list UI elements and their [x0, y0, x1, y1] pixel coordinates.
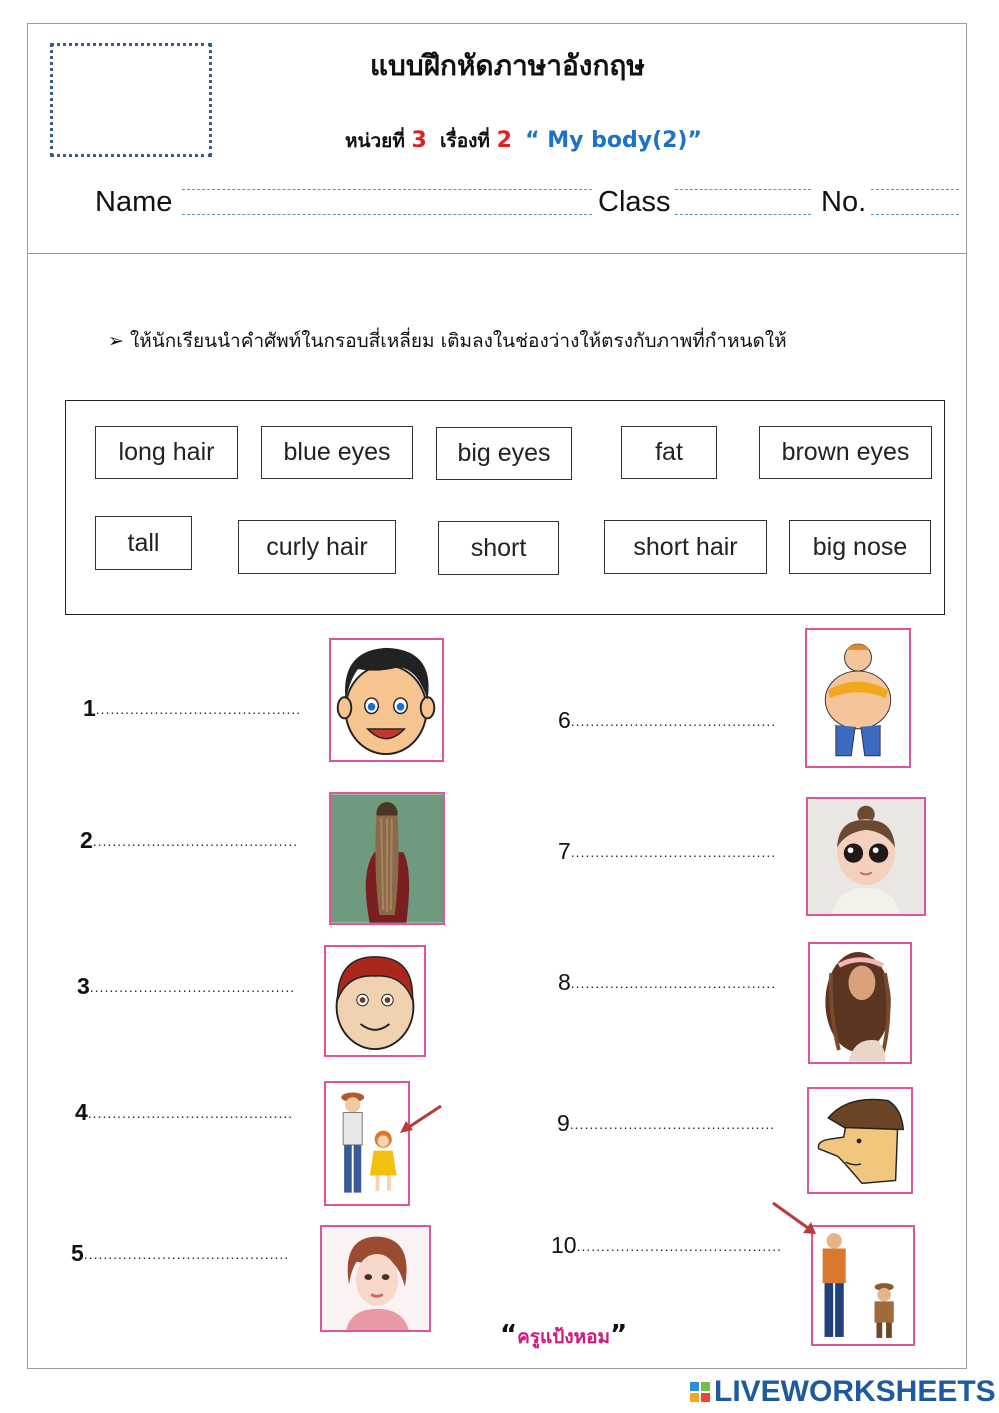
- question-number: 1: [83, 695, 96, 721]
- picture-9-big-nose: [807, 1087, 913, 1194]
- answer-blank[interactable]: ..........................................: [570, 975, 777, 991]
- lesson-number: 2: [496, 128, 512, 153]
- question-number: 8: [558, 969, 571, 995]
- picture-7-big-eyes: [806, 797, 926, 916]
- question-number: 9: [557, 1110, 570, 1136]
- arrow-pointer-icon: [398, 1103, 444, 1135]
- header-divider: [27, 253, 967, 254]
- question-8[interactable]: [558, 969, 776, 996]
- answer-blank[interactable]: ..........................................: [569, 1116, 776, 1132]
- question-number: 2: [80, 827, 93, 853]
- question-number: 6: [558, 707, 571, 733]
- question-9[interactable]: [557, 1110, 775, 1137]
- teacher-credit: [500, 1320, 627, 1352]
- liveworksheets-logo-icon: [690, 1382, 710, 1402]
- word-blue-eyes[interactable]: blue eyes: [261, 426, 413, 479]
- picture-10-tall-and-short: [811, 1225, 915, 1346]
- word-fat[interactable]: fat: [621, 426, 717, 479]
- lesson-subtitle: [345, 126, 702, 156]
- answer-blank[interactable]: ..........................................: [576, 1238, 782, 1254]
- question-3[interactable]: [77, 973, 295, 1000]
- unit-number: 3: [411, 128, 427, 153]
- number-field[interactable]: [871, 189, 959, 215]
- question-5[interactable]: [71, 1240, 289, 1267]
- word-big-nose[interactable]: big nose: [789, 520, 931, 574]
- answer-blank[interactable]: ..........................................: [92, 833, 299, 849]
- answer-blank[interactable]: ..........................................: [87, 1105, 294, 1121]
- liveworksheets-logo: [690, 1375, 996, 1409]
- word-short-hair[interactable]: short hair: [604, 520, 767, 574]
- picture-2-long-hair: [329, 792, 445, 925]
- arrow-pointer-icon: [770, 1200, 818, 1236]
- picture-8-curly-hair: [808, 942, 912, 1064]
- question-1[interactable]: [83, 695, 301, 722]
- picture-1-boy-blue-eyes: [329, 638, 444, 762]
- instruction-text: ➢ ให้นักเรียนนำคำศัพท์ในกรอบสี่เหลี่ยม เติมลงในช่องว่างให้ตรงกับภาพที่กำหนดให้: [108, 330, 787, 352]
- question-number: 4: [75, 1099, 88, 1125]
- teacher-name: ครูแป้งหอม: [517, 1326, 611, 1348]
- question-7[interactable]: [558, 838, 776, 865]
- brand-name: LIVEWORKSHEETS: [714, 1375, 996, 1408]
- page-title: แบบฝึกหัดภาษาอังกฤษ: [370, 49, 645, 82]
- lesson-title: “ My body(2)”: [525, 128, 702, 153]
- question-number: 5: [71, 1240, 84, 1266]
- name-field[interactable]: [182, 189, 592, 215]
- question-10[interactable]: [551, 1232, 782, 1259]
- word-tall[interactable]: tall: [95, 516, 192, 570]
- picture-3-brown-eyes: [324, 945, 426, 1057]
- question-2[interactable]: [80, 827, 298, 854]
- answer-blank[interactable]: ..........................................: [570, 713, 777, 729]
- answer-blank[interactable]: ..........................................: [95, 701, 302, 717]
- answer-blank[interactable]: ..........................................: [89, 979, 296, 995]
- word-brown-eyes[interactable]: brown eyes: [759, 426, 932, 479]
- picture-5-short-hair: [320, 1225, 431, 1332]
- number-label: No.: [821, 186, 867, 218]
- question-number: 7: [558, 838, 571, 864]
- word-big-eyes[interactable]: big eyes: [436, 427, 572, 480]
- class-label: Class: [598, 186, 671, 218]
- picture-4-tall-and-short: [324, 1081, 410, 1206]
- student-photo-box: [50, 43, 212, 157]
- word-short[interactable]: short: [438, 521, 559, 575]
- lesson-label: เรื่องที่: [440, 130, 490, 152]
- answer-blank[interactable]: ..........................................: [570, 844, 777, 860]
- class-field[interactable]: [675, 189, 811, 215]
- question-number: 10: [551, 1232, 577, 1258]
- question-4[interactable]: [75, 1099, 293, 1126]
- question-number: 3: [77, 973, 90, 999]
- word-long-hair[interactable]: long hair: [95, 426, 238, 479]
- picture-6-fat: [805, 628, 911, 768]
- unit-label: หน่วยที่: [345, 130, 405, 152]
- question-6[interactable]: [558, 707, 776, 734]
- answer-blank[interactable]: ..........................................: [83, 1246, 290, 1262]
- open-quote: “: [500, 1320, 518, 1350]
- name-label: Name: [95, 186, 173, 218]
- word-curly-hair[interactable]: curly hair: [238, 520, 396, 574]
- close-quote: ”: [610, 1320, 628, 1350]
